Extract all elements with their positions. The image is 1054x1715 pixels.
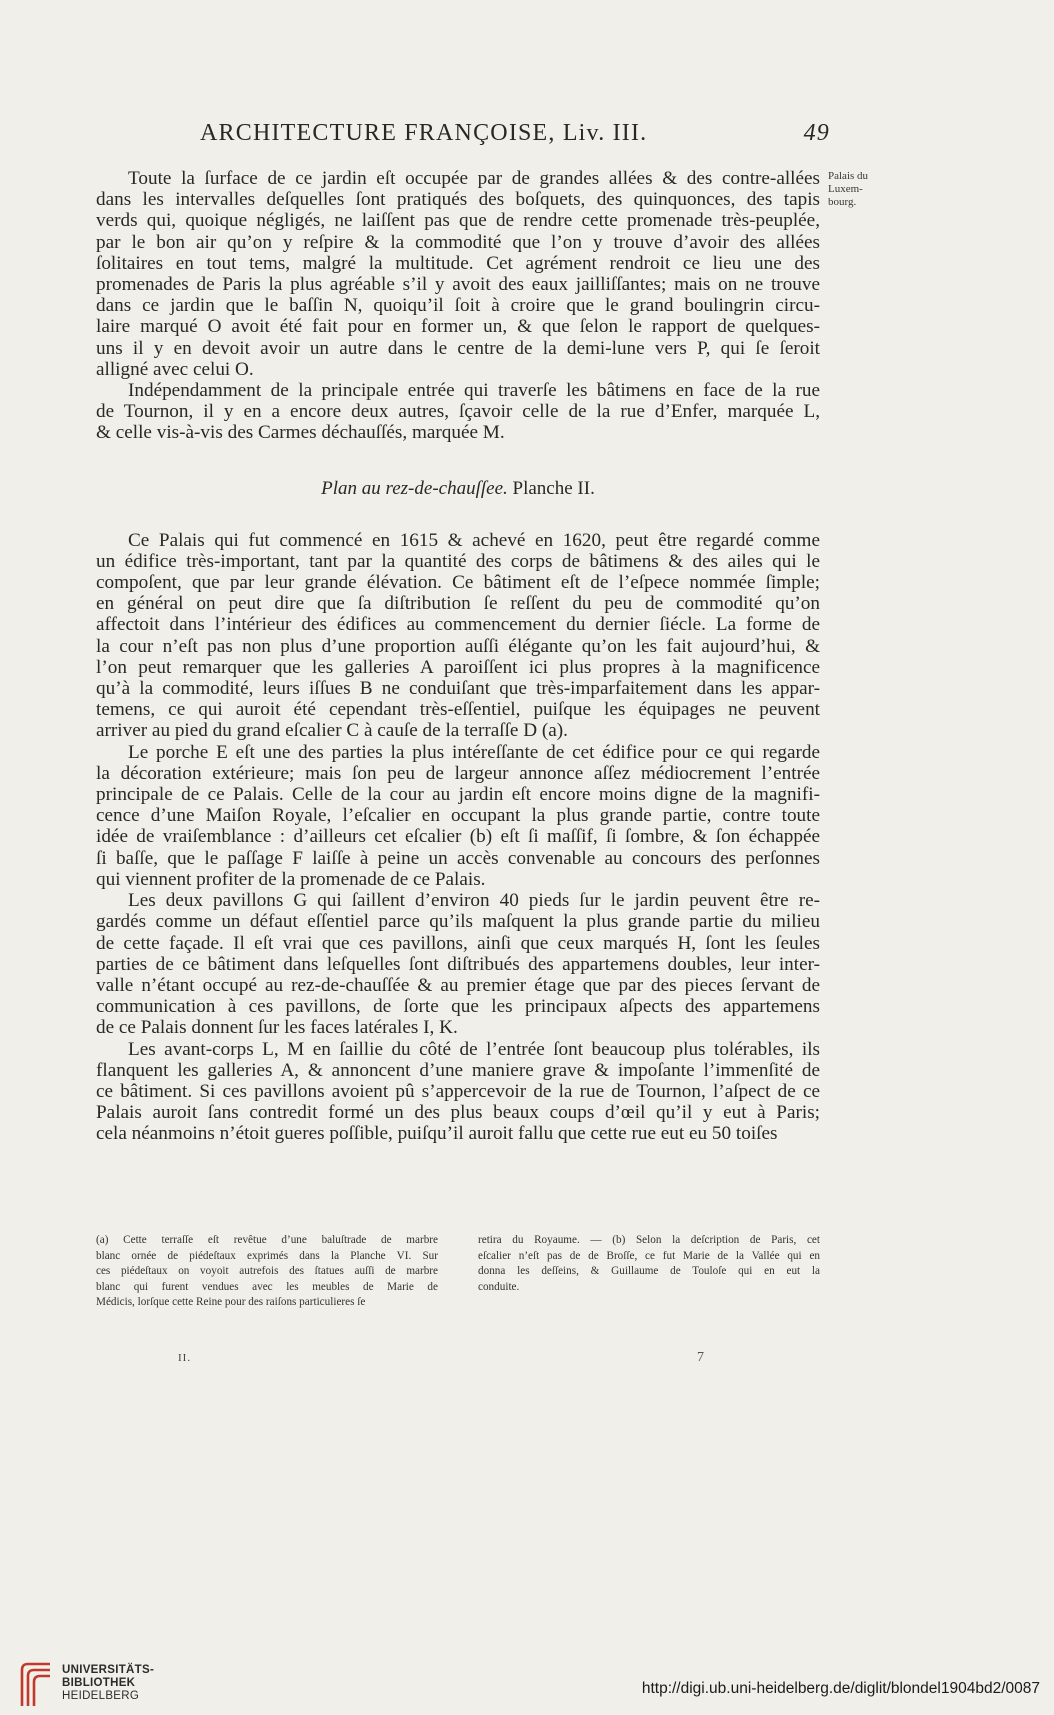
text-line: qu’à la commodité, leurs iſſues B ne conduiſant que très-imparfaitement dans les appar- <box>96 678 820 700</box>
margin-note <box>828 170 888 209</box>
signature-mark: II. <box>178 1352 192 1364</box>
text-line: communication à ces pavillons, de ſorte que les principaux aſpects des appartemens <box>96 996 820 1018</box>
text-line: laire marqué O avoit été fait pour en former un, & que ſelon le rapport de quelques- <box>96 316 820 338</box>
text-line: Les avant-corps L, M en ſaillie du côté de l’entrée ſont beaucoup plus tolérables, ils <box>128 1038 820 1060</box>
text-line: flanquent les galleries A, & annoncent d’une maniere grave & impoſante l’immenſité de <box>96 1059 820 1081</box>
footnote-line: eſcalier n’eſt pas de de Broſſe, ce fut Marie de la Vallée qui en <box>478 1249 820 1262</box>
footnote-column-right <box>478 1233 820 1295</box>
running-head-title: ARCHITECTURE FRANÇOISE, Liv. III. <box>200 120 648 146</box>
text-line: ſolitaires en tout tems, malgré la multitude. Cet agrément rendroit ce lieu une des <box>96 252 820 274</box>
footnote-column-left <box>96 1233 438 1311</box>
text-line: de ce Palais donnent ſur les faces latérales I, K. <box>96 1017 458 1039</box>
text-line: verds qui, quoique négligés, ne laiſſent pas que de rendre cette promenade très-peuplée, <box>96 210 820 232</box>
text-line: un édifice très-important, tant par la quantité des corps de bâtimens & des ailes qui le <box>96 550 820 572</box>
viewer-footer <box>0 1630 1054 1715</box>
text-line: cence d’une Maiſon Royale, l’eſcalier en occupant la plus grande partie, contre toute <box>96 805 820 827</box>
margin-note-line: Luxem- <box>828 183 863 195</box>
text-line: affectoit dans l’intérieur des édifices au commencement du dernier ſiécle. La forme de <box>96 614 820 636</box>
text-line: cela néanmoins n’étoit gueres poſſible, puiſqu’il auroit fallu que cette rue eut eu 50 toiſes <box>96 1123 778 1145</box>
body-text <box>96 168 820 1145</box>
footnote-line: blanc qui furent vendues avec les meubles de Marie de <box>96 1280 438 1293</box>
text-line: qui viennent profiter de la promenade de ce Palais. <box>96 868 486 890</box>
paragraph <box>96 742 820 890</box>
text-line: de cette façade. Il eſt vrai que ces pavillons, ainſi que ceux marqués H, ſont les ſeules <box>96 932 820 954</box>
text-line: parties de ce bâtiment dans leſquelles ſont diſtribués des appartemens doubles, leur inter- <box>96 953 820 975</box>
section-heading-roman: Planche II. <box>512 477 595 499</box>
paragraph <box>96 168 820 380</box>
margin-note-line: bourg. <box>828 196 857 208</box>
text-line: en général on peut dire que ſa diſtribution ſe reſſent du peu de commodité qu’on <box>96 593 820 615</box>
footnote-line: Médicis, lorſque cette Reine pour des raiſons particulieres ſe <box>96 1296 366 1309</box>
top-paragraphs <box>96 168 820 444</box>
text-line: Ce Palais qui fut commencé en 1615 & achevé en 1620, peut être regardé comme <box>128 529 820 551</box>
margin-note-line: Palais du <box>828 170 869 182</box>
text-line: dans les intervalles deſquelles ſont pratiqués des boſquets, des quinquonces, des tapis <box>96 189 820 211</box>
text-line: idée de vraiſemblance : d’ailleurs cet eſcalier (b) eſt ſi maſſif, ſi ſombre, & ſon échappée <box>96 826 820 848</box>
text-line: compoſent, que par leur grande élévation. Ce bâtiment eſt de l’eſpece nommée ſimple; <box>96 572 820 594</box>
text-line: gardés comme un défaut eſſentiel parce qu’ils maſquent la plus grande partie du milieu <box>96 911 820 933</box>
text-line: Indépendamment de la principale entrée qui traverſe les bâtimens en face de la rue <box>128 380 820 402</box>
text-line: uns il y en devoit avoir un autre dans le centre de la demi-lune vers P, qui ſe ſeroit <box>96 337 820 359</box>
library-name-line: HEIDELBERG <box>62 1690 140 1702</box>
bottom-paragraphs <box>96 530 820 1145</box>
section-heading-italic: Plan au rez-de-chauſſee. <box>321 477 508 499</box>
text-line: la décoration extérieure; mais ſon peu de largeur annonce aſſez médiocrement l’entrée <box>96 762 820 784</box>
section-heading <box>96 478 820 500</box>
sheet-number: 7 <box>697 1350 704 1365</box>
library-name <box>62 1664 154 1703</box>
library-name-line: UNIVERSITÄTS- <box>62 1664 155 1676</box>
text-line: temens, ce qui auroit été cependant très-eſſentiel, puiſque les équipages ne peuvent <box>96 699 820 721</box>
footnote-line: donna les deſſeins, & Guillaume de Touloſe qui en eut la <box>478 1265 820 1278</box>
text-line: valle n’étant occupé au rez-de-chauſſée & au premier étage que par des pieces ſervant de <box>96 974 820 996</box>
paragraph <box>96 530 820 742</box>
text-line: Toute la ſurface de ce jardin eſt occupée par de grandes allées & des contre-allées <box>128 168 820 189</box>
text-line: arriver au pied du grand eſcalier C à cauſe de la terraſſe D (a). <box>96 720 568 742</box>
text-line: l’on peut remarquer que les galleries A paroiſſent ici plus propres à la magnificence <box>96 656 820 678</box>
text-line: ſi baſſe, que le paſſage F laiſſe à peine un accès convenable au concours des perſonnes <box>96 847 820 869</box>
library-logo-icon <box>16 1660 56 1708</box>
footnote-line: conduite. <box>478 1280 520 1293</box>
page-number: 49 <box>803 120 830 146</box>
paragraph <box>96 1039 820 1145</box>
footnote-line: blanc ornée de piédeſtaux exprimés dans la Planche VI. Sur <box>96 1249 438 1262</box>
text-line: Palais auroit ſans contredit formé un des plus beaux coups d’œil qu’il y eut à Paris; <box>96 1102 820 1124</box>
text-line: dans ce jardin que le baſſin N, quoiqu’il ſoit à croire que le grand boulingrin circu- <box>96 295 820 317</box>
text-line: ce bâtiment. Si ces pavillons avoient pû s’appercevoir de la rue de Tournon, l’aſpect de ce <box>96 1080 820 1102</box>
paragraph <box>96 380 820 444</box>
footnote-line: ces piédeſtaux on voyoit autrefois des ſtatues auſſi de marbre <box>96 1265 438 1278</box>
text-line: Le porche E eſt une des parties la plus intéreſſante de cet édifice pour ce qui regarde <box>128 741 820 763</box>
text-line: par le bon air qu’on y reſpire & la commodité que l’on y trouve d’avoir des allées <box>96 231 820 253</box>
text-line: de Tournon, il y en a encore deux autres, ſçavoir celle de la rue d’Enfer, marquée L, <box>96 401 820 423</box>
footnote-line: retira du Royaume. — (b) Selon la deſcription de Paris, cet <box>478 1234 820 1246</box>
text-line: principale de ce Palais. Celle de la cour au jardin eſt encore moins digne de la magnifi- <box>96 784 820 806</box>
footnote-line: (a) Cette terraſſe eſt revêtue d’une baluſtrade de marbre <box>96 1234 438 1246</box>
text-line: la cour n’eſt pas non plus d’une proportion auſſi élégante qu’on les fait aujourd’hui, & <box>96 635 820 657</box>
paragraph <box>96 890 820 1038</box>
text-line: alligné avec celui O. <box>96 358 254 380</box>
text-line: & celle vis-à-vis des Carmes déchauſſés, marquée M. <box>96 422 505 444</box>
source-url-link[interactable]: http://digi.ub.uni-heidelberg.de/diglit/blondel1904bd2/0087 <box>641 1680 1040 1697</box>
text-line: Les deux pavillons G qui ſaillent d’environ 40 pieds ſur le jardin peuvent être re- <box>128 890 820 912</box>
text-line: promenades de Paris la plus agréable s’il y avoit des eaux jailliſſantes; mais on ne trouve <box>96 274 820 296</box>
library-name-line: BIBLIOTHEK <box>62 1677 136 1689</box>
